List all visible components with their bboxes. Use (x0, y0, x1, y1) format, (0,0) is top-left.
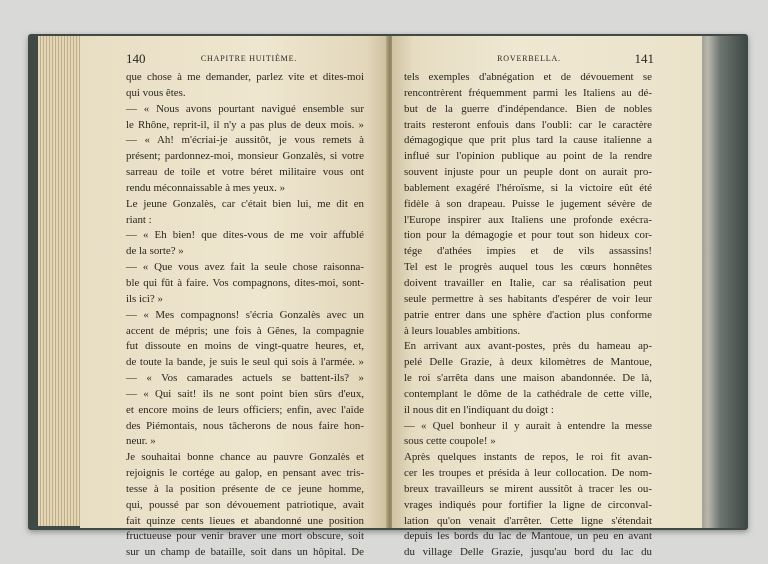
text-line: tesse à la position présente de ce jeune homme, (126, 482, 364, 495)
text-line: présent; pardonnez-moi, monsieur Gonzalès, si votre (126, 150, 364, 163)
book-cover-edge (700, 36, 747, 528)
text-line: — « Ah! m'écriai-je aussitôt, je vous remets à (126, 134, 364, 147)
text-line: Le jeune Gonzalès, car c'était bien lui, me dit en (126, 197, 364, 210)
text-line: patrie entrer dans une sphère d'action plus conforme (404, 308, 652, 321)
text-line: le roi s'arrêta dans une maison abandonnée. De là, (404, 372, 652, 385)
text-line: — « Qui sait! ils ne sont point bien sûrs d'eux, (126, 387, 364, 400)
right-running-head (404, 51, 654, 70)
text-line: ils ici? » (126, 292, 163, 305)
text-line: démagogique que prit plus tard la cause italienne a (404, 134, 652, 147)
text-line: tion pour la démagogie et pour tout son hideux cor- (404, 229, 652, 242)
text-line: Tel est le progrès auquel tous les cœurs honnêtes (404, 261, 652, 274)
text-line: — « Vos camarades actuels se battent-ils? » (126, 372, 364, 385)
left-chapter-title: CHAPITRE HUITIÈME. (200, 54, 298, 63)
text-line: ble qui fût à faire. Vos compagnons, dites-moi, sont- (126, 276, 364, 289)
text-line: tége d'athées impies et de vils assassins! (404, 245, 652, 258)
page-edges (38, 36, 80, 526)
text-line: traits resteront enfouis dans l'oubli: car le caractère (404, 118, 652, 131)
text-line: En arrivant aux avant-postes, près du hameau ap- (404, 340, 652, 353)
text-line: seule permettre à ses habitants d'espérer de voir leur (404, 292, 652, 305)
text-line: pelé Delle Grazie, à deux kilomètres de Mantoue, (404, 356, 652, 369)
text-line: breux travailleurs se mirent aussitôt à tracer les ou- (404, 482, 652, 495)
text-line: — « Quel bonheur il y aurait à entendre la messe (404, 419, 652, 432)
right-chapter-title: ROVERBELLA. (497, 54, 561, 63)
right-page-number: 141 (634, 51, 654, 66)
text-line: but de la guerre d'indépendance. Bien de nobles (404, 102, 652, 115)
text-line: rendu méconnaissable à mes yeux. » (126, 181, 286, 194)
text-line: bablement exagéré l'héroïsme, si la victoire eût été (404, 181, 652, 194)
text-line: — « Nous avons pourtant navigué ensemble sur (126, 102, 364, 115)
text-line: qui, poussé par son dévouement patriotique, avait (126, 498, 364, 511)
text-line: qui vous êtes. (126, 86, 186, 99)
text-line: — « Que vous avez fait la seule chose raisonna- (126, 261, 364, 274)
right-page (392, 36, 702, 559)
left-page-number: 140 (126, 51, 146, 66)
text-line: de toute la bande, je suis le seul qui sois à l'armée. » (126, 356, 364, 369)
text-line: riant : (126, 213, 152, 226)
text-line: sur un champ de bataille, soit dans un hôpital. De (126, 546, 364, 559)
text-line: que chose à me demander, parlez vite et dites-moi (126, 71, 364, 83)
text-line: de la sorte? » (126, 245, 184, 258)
text-line: cer les troupes et présida à leur collocation. De nom- (404, 467, 652, 480)
text-line: contemplant le dôme de la cathédrale de cette ville, (404, 387, 652, 400)
text-line: Je souhaitai bonne chance au pauvre Gonzalès et (126, 451, 364, 464)
text-line: fructueuse pour venir braver une mort obscure, soit (126, 530, 364, 543)
text-line: souvent injuste pour un peuple dont on aurait pro- (404, 166, 652, 179)
text-line: fidèle à son drapeau. Puisse le jugement sévère de (404, 197, 652, 210)
text-line: fut dissoute en moins de vingt-quatre heures, et, (126, 340, 364, 353)
text-line: — « Eh bien! que dites-vous de me voir affublé (126, 229, 364, 242)
text-line: le Rhône, reprit-il, il n'y a pas plus de deux mois. » (126, 118, 364, 131)
text-line: Après quelques instants de repos, le roi fit avan- (404, 451, 652, 464)
right-page-text (404, 70, 652, 561)
text-line: influé sur l'opinion publique au point de la rendre (404, 150, 652, 163)
text-line: il nous dit en l'indiquant du doigt : (404, 403, 554, 416)
left-running-head (126, 51, 372, 70)
left-page (80, 36, 388, 559)
text-line: des Piémontais, nous tâcherons de nous faire hon- (126, 419, 364, 432)
text-line: sarreau de toile et votre béret militaire vous ont (126, 166, 364, 179)
left-page-text (126, 70, 364, 561)
text-line: lation qu'on venait d'arrêter. Cette ligne s'étendait (404, 514, 652, 527)
text-line: rejoignis le cortége au galop, en pensant avec tris- (126, 467, 364, 480)
text-line: tels exemples d'abnégation et de dévouement se (404, 71, 652, 83)
text-line: vrages indiqués pour fortifier la ligne de circonval- (404, 498, 652, 511)
text-line: à leurs louables ambitions. (404, 324, 521, 337)
text-line: depuis les bords du lac de Mantoue, un peu en avant (404, 530, 652, 543)
text-line: rencontrèrent fréquemment parmi les Italiens au dé- (404, 86, 652, 99)
text-line: et encore moins de leurs officiers; enfin, avec l'aide (126, 403, 364, 416)
text-line: l'Europe inspirer aux Italiens une profonde exécra- (404, 213, 652, 226)
text-line: — « Mes compagnons! s'écria Gonzalès avec un (126, 308, 364, 321)
text-line: fait quinze cents lieues et abandonné une position (126, 514, 364, 527)
text-line: sous cette coupole! » (404, 435, 496, 448)
text-line: du village Delle Grazie, jusqu'au bord du lac du (404, 546, 652, 559)
text-line: accent de mépris; une fois à Gênes, la compagnie (126, 324, 364, 337)
text-line: neur. » (126, 435, 156, 448)
text-line: doivent travailler en Italie, car sa réalisation peut (404, 276, 652, 289)
